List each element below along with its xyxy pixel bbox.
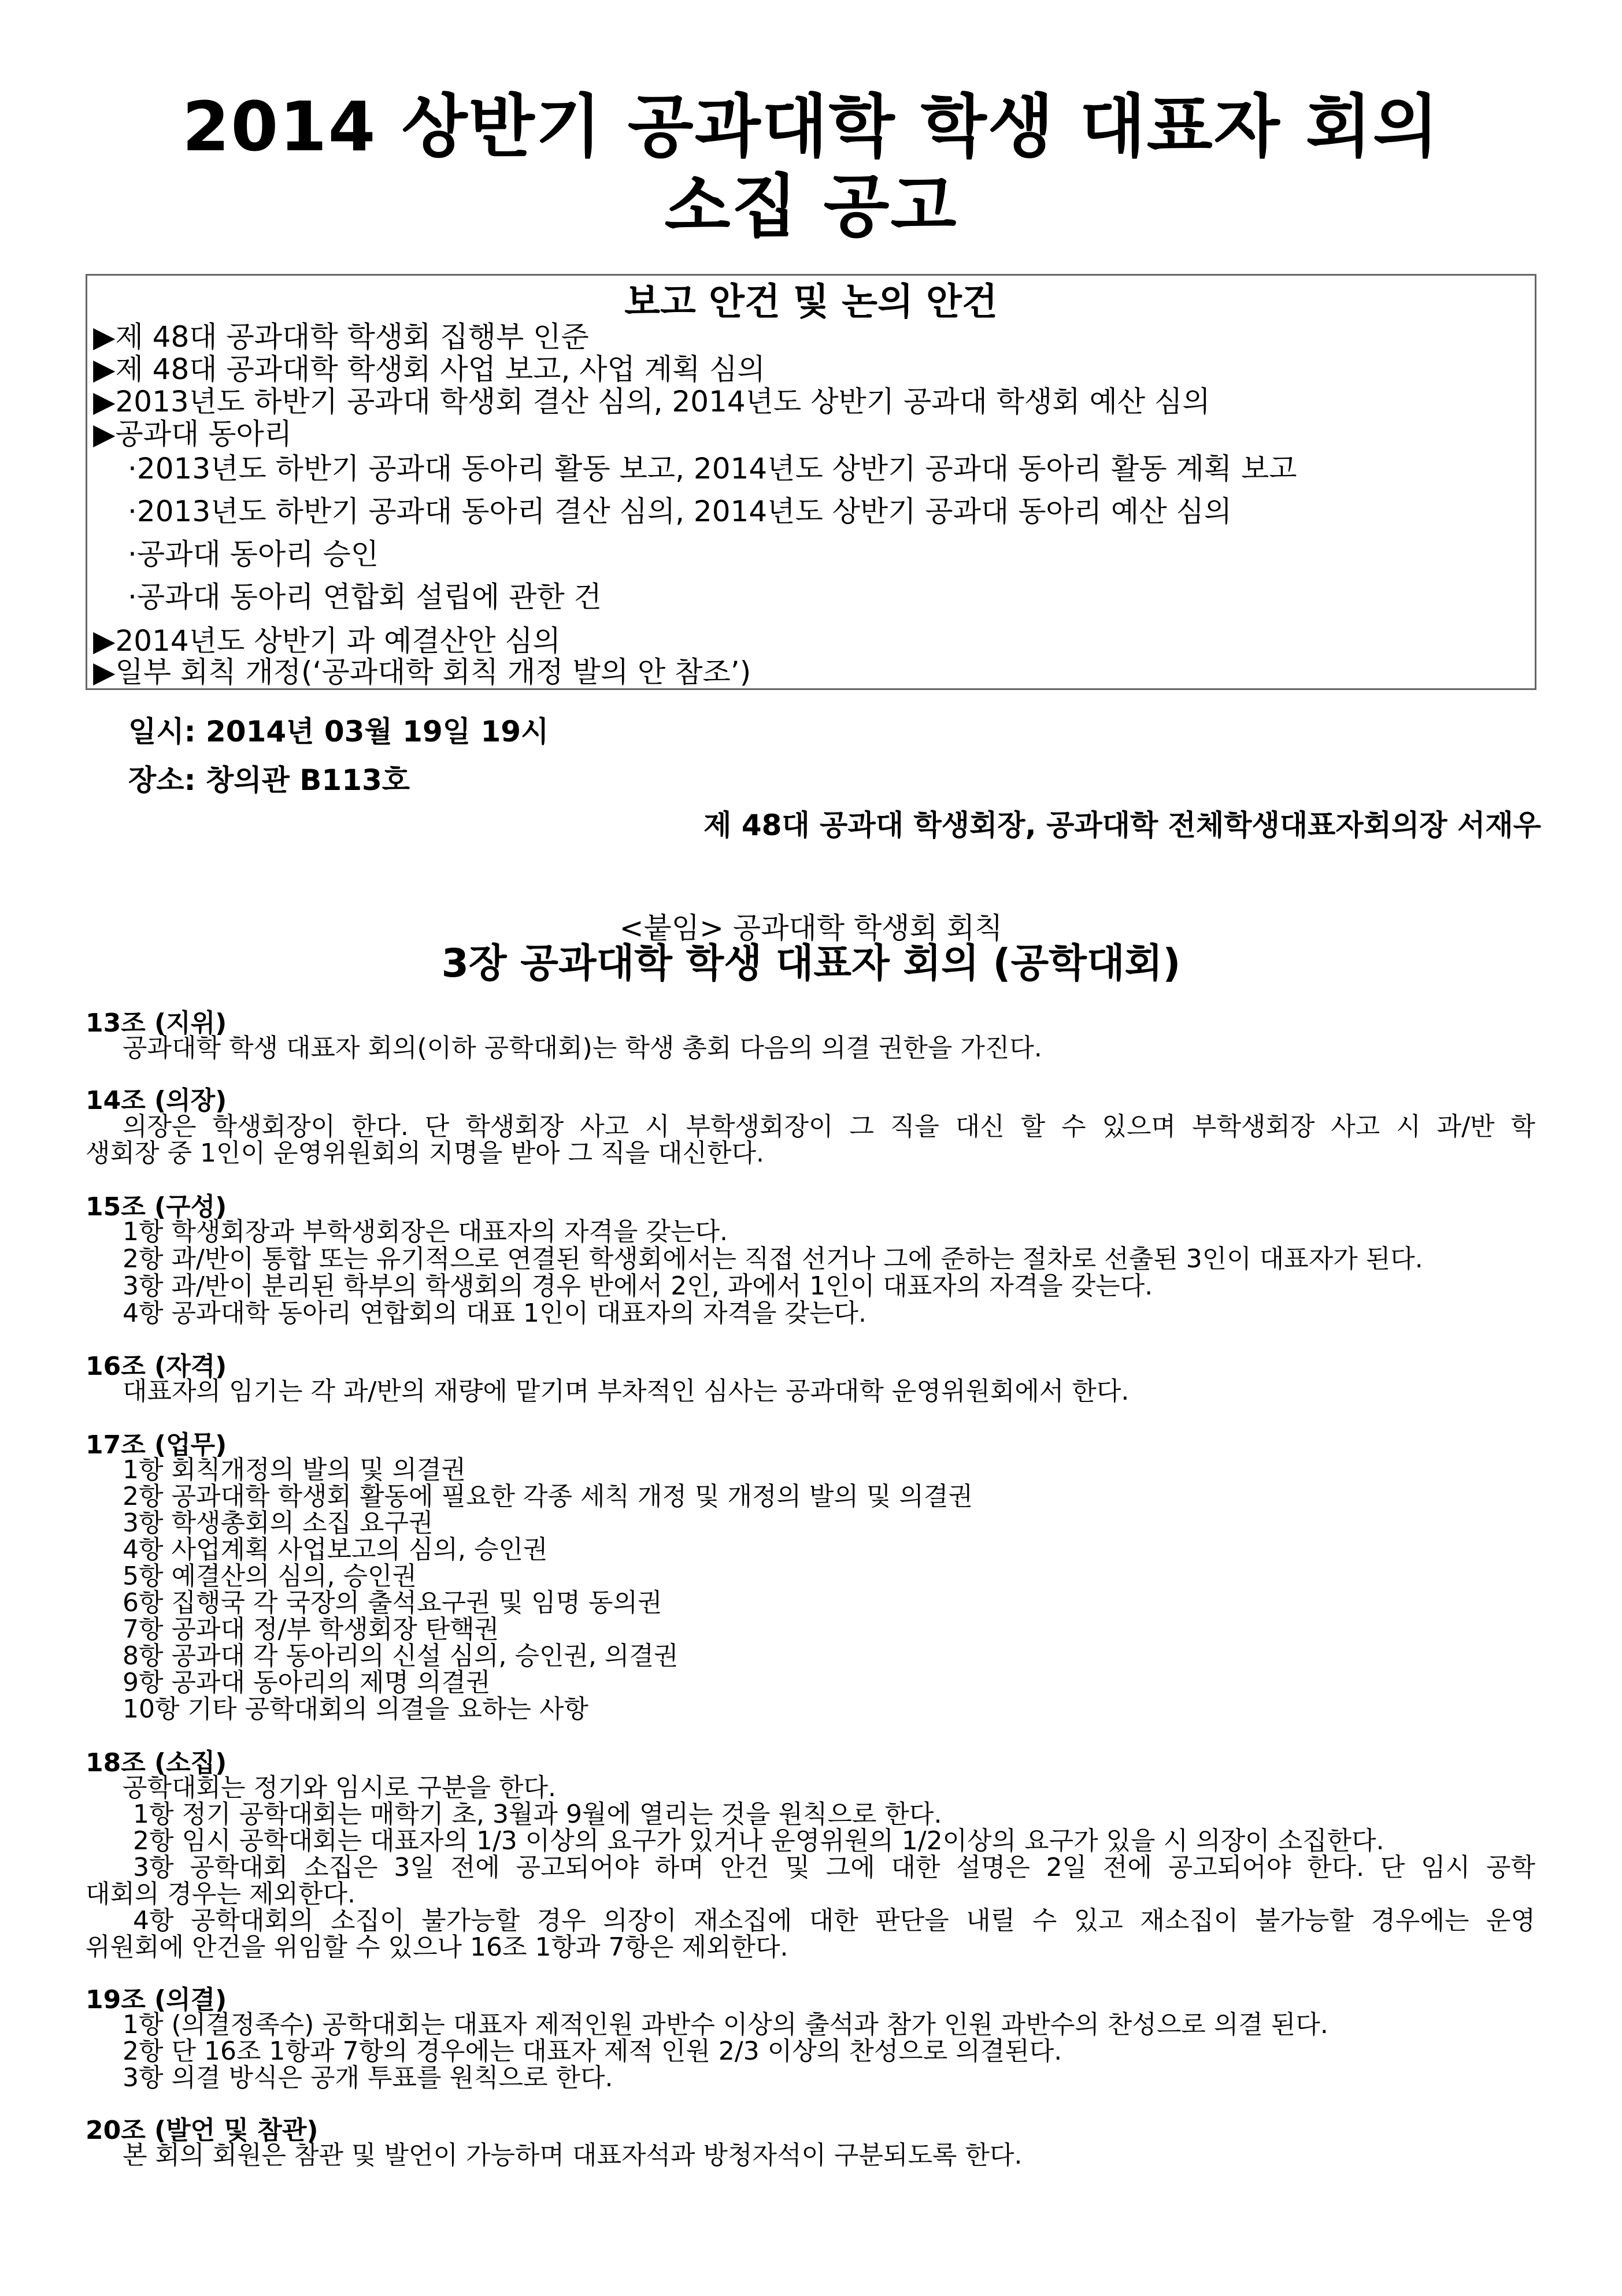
agenda-heading: 보고 안건 및 논의 안건 <box>624 281 998 324</box>
article-line: 2항 임시 공학대회는 대표자의 1/3 이상의 요구가 있거나 운영위원의 1/2이상의 요구가 있을 시 의장이 소집한다. <box>133 1826 1384 1856</box>
agenda-subitem: ·2013년도 하반기 공과대 동아리 활동 보고, 2014년도 상반기 공과대 동아리 활동 계획 보고 <box>128 452 1297 485</box>
article-line: 1항 (의결정족수) 공학대회는 대표자 제적인원 과반수 이상의 출석과 참가 인원 과반수의 찬성으로 의결 된다. <box>123 2010 1328 2039</box>
article-line: 대표자의 임기는 각 과/반의 재량에 맡기며 부차적인 심사는 공과대학 운영위원회에서 한다. <box>123 1377 1130 1406</box>
article-line: 생회장 중 1인이 운영위원회의 지명을 받아 그 직을 대신한다. <box>86 1138 764 1168</box>
article-line: 2항 단 16조 1항과 7항의 경우에는 대표자 제적 인원 2/3 이상의 찬성으로 의결된다. <box>123 2037 1062 2066</box>
article-line: 2항 과/반이 통합 또는 유기적으로 연결된 학생회에서는 직접 선거나 그에 준하는 절차로 선출된 3인이 대표자가 된다. <box>123 1244 1423 1274</box>
article-line: 3항 공학대회 소집은 3일 전에 공고되어야 하며 안건 및 그에 대한 설명은 2일 전에 공고되어야 한다. 단 임시 공학 <box>133 1853 1536 1882</box>
meeting-place: 장소: 창의관 B113호 <box>128 763 410 797</box>
article-line: 5항 예결산의 심의, 승인권 <box>123 1561 417 1591</box>
article-line: 3항 과/반이 분리된 학부의 학생회의 경우 반에서 2인, 과에서 1인이 대표자의 자격을 갖는다. <box>123 1271 1153 1301</box>
article-line: 6항 집행국 각 국장의 출석요구권 및 임명 동의권 <box>123 1588 662 1618</box>
article-line: 대회의 경우는 제외한다. <box>86 1879 355 1909</box>
article-title: 16조 (자격) <box>86 1352 227 1381</box>
article-line: 위원회에 안건을 위임할 수 있으나 16조 1항과 7항은 제외한다. <box>86 1933 788 1962</box>
article-line: 4항 공학대회의 소집이 불가능할 경우 의장이 재소집에 대한 판단을 내릴 수 있고 재소집이 불가능할 경우에는 운영 <box>133 1906 1535 1935</box>
article-line: 본 회의 회원은 참관 및 발언이 가능하며 대표자석과 방청자석이 구분되도록 한다. <box>123 2141 1023 2170</box>
article-line: 8항 공과대 각 동아리의 신설 심의, 승인권, 의결권 <box>123 1641 679 1671</box>
title-line-2: 소집 공고 <box>664 166 958 246</box>
article-line: 3항 의결 방식은 공개 투표를 원칙으로 한다. <box>123 2063 613 2093</box>
article-title: 13조 (지위) <box>86 1008 227 1038</box>
agenda-item: ▶2014년도 상반기 과 예결산안 심의 <box>93 624 561 658</box>
article-line: 10항 기타 공학대회의 의결을 요하는 사항 <box>123 1694 588 1724</box>
article-line: 3항 학생총회의 소집 요구권 <box>123 1508 434 1538</box>
agenda-item: ▶제 48대 공과대학 학생회 집행부 인준 <box>93 320 589 354</box>
article-line: 4항 공과대학 동아리 연합회의 대표 1인이 대표자의 자격을 갖는다. <box>123 1299 866 1328</box>
title-line-1: 2014 상반기 공과대학 학생 대표자 회의 <box>182 87 1440 166</box>
article-title: 20조 (발언 및 참관) <box>86 2116 319 2145</box>
article-line: 1항 학생회장과 부학생회장은 대표자의 자격을 갖는다. <box>123 1217 728 1247</box>
agenda-box <box>86 274 1536 690</box>
attachment-label: <붙임> 공과대학 학생회 회칙 <box>619 911 1003 945</box>
agenda-subitem: ·공과대 동아리 연합회 설립에 관한 건 <box>128 580 602 614</box>
article-title: 14조 (의장) <box>86 1086 227 1115</box>
agenda-item: ▶일부 회칙 개정(‘공과대학 회칙 개정 발의 안 참조’) <box>93 655 751 689</box>
article-line: 4항 사업계획 사업보고의 심의, 승인권 <box>123 1535 548 1564</box>
agenda-subitem: ·2013년도 하반기 공과대 동아리 결산 심의, 2014년도 상반기 공과대 동아리 예산 심의 <box>128 495 1232 528</box>
article-title: 18조 (소집) <box>86 1748 227 1778</box>
article-title: 15조 (구성) <box>86 1192 227 1222</box>
agenda-subitem: ·공과대 동아리 승인 <box>128 537 379 571</box>
article-title: 19조 (의결) <box>86 1985 227 2015</box>
article-line: 공학대회는 정기와 임시로 구분을 한다. <box>123 1773 556 1802</box>
document-title <box>87 87 1535 246</box>
article-line: 2항 공과대학 학생회 활동에 필요한 각종 세칙 개정 및 개정의 발의 및 의결권 <box>123 1482 973 1511</box>
article-title: 17조 (업무) <box>86 1430 227 1460</box>
signer: 제 48대 공과대 학생회장, 공과대학 전체학생대표자회의장 서재우 <box>703 808 1541 842</box>
article-line: 의장은 학생회장이 한다. 단 학생회장 사고 시 부학생회장이 그 직을 대신 할 수 있으며 부학생회장 사고 시 과/반 학 <box>123 1112 1535 1141</box>
article-line: 1항 정기 공학대회는 매학기 초, 3월과 9월에 열리는 것을 원칙으로 한다. <box>133 1800 942 1829</box>
agenda-item: ▶공과대 동아리 <box>93 417 292 451</box>
agenda-item: ▶제 48대 공과대학 학생회 사업 보고, 사업 계획 심의 <box>93 353 765 386</box>
chapter-title: 3장 공과대학 학생 대표자 회의 (공학대회) <box>441 941 1181 986</box>
article-line: 9항 공과대 동아리의 제명 의결권 <box>123 1668 491 1697</box>
meeting-datetime: 일시: 2014년 03월 19일 19시 <box>128 715 549 748</box>
agenda-item: ▶2013년도 하반기 공과대 학생회 결산 심의, 2014년도 상반기 공과대 학생회 예산 심의 <box>93 385 1210 418</box>
article-line: 공과대학 학생 대표자 회의(이하 공학대회)는 학생 총회 다음의 의결 권한을 가진다. <box>123 1033 1042 1063</box>
article-line: 7항 공과대 정/부 학생회장 탄핵권 <box>123 1615 499 1644</box>
article-line: 1항 회칙개정의 발의 및 의결권 <box>123 1455 466 1485</box>
